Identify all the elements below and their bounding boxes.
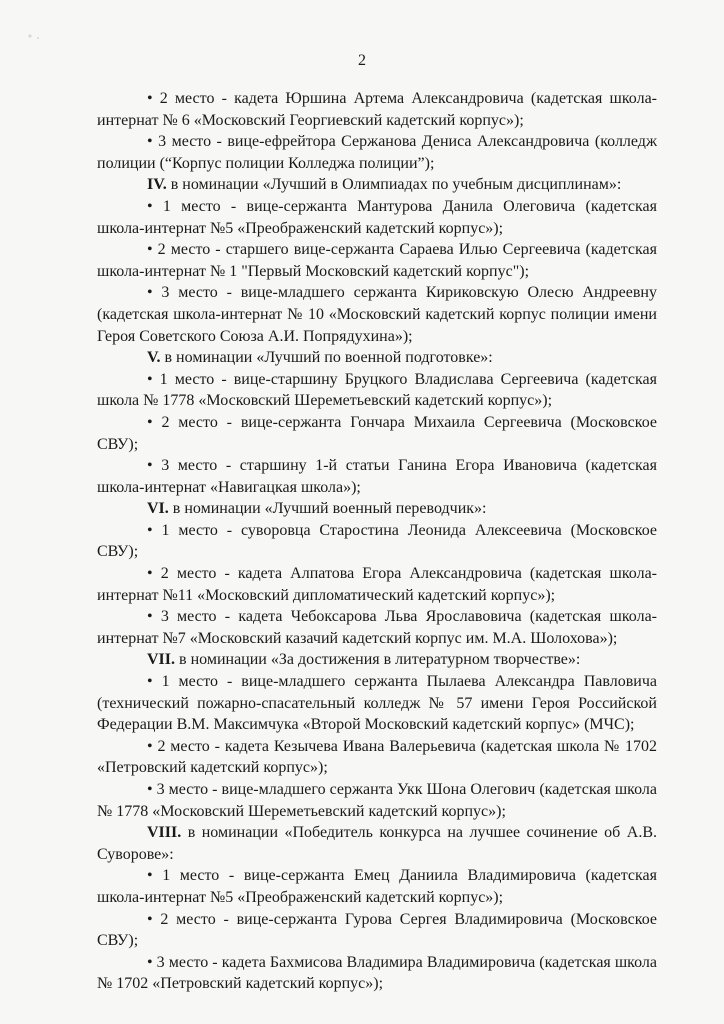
scan-artifact <box>24 26 44 46</box>
award-list-item: • 1 место - вице-младшего сержанта Пылаева Александра Павловича (технический пожарно-спасательный колледж № 57 имени Героя Российской Федерации В.М. Максимчука «Второй Московский кадетский корпус» (МЧС); <box>97 673 657 734</box>
award-list-item: • 1 место - вице-сержанта Емец Даниила Владимировича (кадетская школа-интернат №5 «Преображенский кадетский корпус»); <box>97 867 657 906</box>
section-number: V. <box>147 349 161 367</box>
award-list-item: • 3 место - старшину 1-й статьи Ганина Егора Ивановича (кадетская школа-интернат «Навигацкая школа»); <box>97 457 657 496</box>
section-number: VII. <box>147 651 176 669</box>
section-heading <box>97 822 657 865</box>
award-list-item: • 2 место - вице-сержанта Гончара Михаила Сергеевича (Московское СВУ); <box>97 413 657 453</box>
section-heading <box>97 347 657 369</box>
section-number: VI. <box>147 500 169 518</box>
page-number: 2 <box>358 52 366 69</box>
section-heading <box>97 498 657 520</box>
document-body <box>97 88 657 995</box>
award-list-item: • 3 место - вице-ефрейтора Сержанова Дениса Александровича (колледж полиции (“Корпус полиции Колледжа полиции”); <box>97 133 657 172</box>
award-list-item: • 3 место - вице-младшего сержанта Кириковскую Олесю Андреевну (кадетская школа-интернат № 10 «Московский кадетский корпус полиции имени Героя Советского Союза А.И. Попрядухина»); <box>97 284 657 345</box>
section-title: в номинации «Победитель конкурса на лучшее сочинение об А.В. Суворове»: <box>97 824 657 863</box>
section-title: в номинации «Лучший военный переводчик»: <box>168 500 487 518</box>
award-list-item: • 1 место - вице-сержанта Мантурова Данила Олеговича (кадетская школа-интернат №5 «Преображенский кадетский корпус»); <box>97 197 657 237</box>
award-list-item: • 2 место - вице-сержанта Гурова Сергея Владимировича (Московское СВУ); <box>97 910 657 950</box>
section-title: в номинации «Лучший в Олимпиадах по учебным дисциплинам»: <box>166 176 622 194</box>
award-list-item: • 3 место - кадета Чебоксарова Льва Ярославовича (кадетская школа-интернат №7 «Московский казачий кадетский корпус им. М.А. Шолохова»); <box>97 608 657 647</box>
award-list-item: • 3 место - вице-младшего сержанта Укк Шона Олегович (кадетская школа № 1778 «Московский Шереметьевский кадетский корпус»); <box>97 781 657 820</box>
section-heading <box>97 174 657 196</box>
award-list-item: • 1 место - вице-старшину Бруцкого Владислава Сергеевича (кадетская школа № 1778 «Московский Шереметьевский кадетский корпус»); <box>97 370 657 410</box>
section-number: VIII. <box>147 824 182 842</box>
award-list-item: • 1 место - суворовца Старостина Леонида Алексеевича (Московское СВУ); <box>97 521 657 561</box>
section-title: в номинации «Лучший по военной подготовке»: <box>160 349 493 367</box>
award-list-item: • 2 место - кадета Юршина Артема Александровича (кадетская школа-интернат № 6 «Московский Георгиевский кадетский корпус»); <box>97 90 657 129</box>
award-list-item: • 2 место - кадета Кезычева Ивана Валерьевича (кадетская школа № 1702 «Петровский кадетский корпус»); <box>97 737 657 777</box>
award-list-item: • 2 место - кадета Алпатова Егора Александровича (кадетская школа-интернат №11 «Московский дипломатический кадетский корпус»); <box>97 565 657 604</box>
award-list-item: • 3 место - кадета Бахмисова Владимира Владимировича (кадетская школа № 1702 «Петровский кадетский корпус»); <box>97 953 657 993</box>
section-title: в номинации «За достижения в литературном творчестве»: <box>175 651 581 669</box>
award-list-item: • 2 место - старшего вице-сержанта Сараева Илью Сергеевича (кадетская школа-интернат № 1 "Первый Московский кадетский корпус"); <box>97 241 657 280</box>
section-heading <box>97 649 657 671</box>
section-number: IV. <box>147 176 167 194</box>
